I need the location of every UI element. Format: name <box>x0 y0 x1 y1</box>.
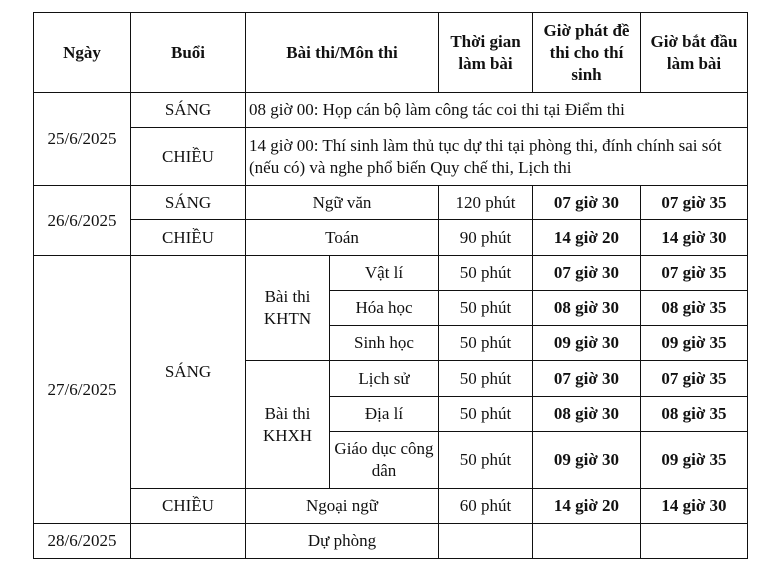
note-cell: 14 giờ 00: Thí sinh làm thủ tục dự thi tại phòng thi, đính chính sai sót (nếu có) và nghe phổ biến Quy chế thi, Lịch thi <box>246 128 748 186</box>
table-row <box>34 220 748 256</box>
table-row <box>34 489 748 524</box>
start-time-cell: 14 giờ 30 <box>641 220 748 256</box>
distribute-time-cell: 09 giờ 30 <box>533 432 641 489</box>
session-cell: SÁNG <box>131 256 246 489</box>
header-bai-thi: Bài thi/Môn thi <box>246 13 439 93</box>
duration-cell: 50 phút <box>439 397 533 432</box>
subject-cell: Ngoại ngữ <box>246 489 439 524</box>
distribute-time-cell: 14 giờ 20 <box>533 489 641 524</box>
start-time-cell: 08 giờ 35 <box>641 291 748 326</box>
subject-cell: Toán <box>246 220 439 256</box>
start-time-cell <box>641 524 748 559</box>
header-gio-bat-dau: Giờ bắt đầu làm bài <box>641 13 748 93</box>
session-cell <box>131 524 246 559</box>
duration-cell: 50 phút <box>439 361 533 397</box>
date-cell: 26/6/2025 <box>34 186 131 256</box>
session-cell: SÁNG <box>131 93 246 128</box>
date-cell: 27/6/2025 <box>34 256 131 524</box>
duration-cell: 120 phút <box>439 186 533 220</box>
header-buoi: Buổi <box>131 13 246 93</box>
table-row <box>34 524 748 559</box>
duration-cell: 60 phút <box>439 489 533 524</box>
subject-cell: Vật lí <box>330 256 439 291</box>
table-row <box>34 128 748 186</box>
note-cell: 08 giờ 00: Họp cán bộ làm công tác coi thi tại Điểm thi <box>246 93 748 128</box>
start-time-cell: 09 giờ 35 <box>641 432 748 489</box>
duration-cell <box>439 524 533 559</box>
distribute-time-cell: 14 giờ 20 <box>533 220 641 256</box>
distribute-time-cell: 08 giờ 30 <box>533 291 641 326</box>
date-cell: 25/6/2025 <box>34 93 131 186</box>
subject-cell: Lịch sử <box>330 361 439 397</box>
session-cell: SÁNG <box>131 186 246 220</box>
distribute-time-cell: 07 giờ 30 <box>533 186 641 220</box>
duration-cell: 50 phút <box>439 326 533 361</box>
duration-cell: 90 phút <box>439 220 533 256</box>
subject-cell: Giáo dục công dân <box>330 432 439 489</box>
header-row <box>34 13 748 93</box>
start-time-cell: 09 giờ 35 <box>641 326 748 361</box>
exam-schedule-table <box>33 12 748 559</box>
subject-cell: Sinh học <box>330 326 439 361</box>
date-cell: 28/6/2025 <box>34 524 131 559</box>
table-row <box>34 93 748 128</box>
subject-cell: Dự phòng <box>246 524 439 559</box>
duration-cell: 50 phút <box>439 256 533 291</box>
distribute-time-cell: 07 giờ 30 <box>533 361 641 397</box>
subject-cell: Địa lí <box>330 397 439 432</box>
session-cell: CHIỀU <box>131 128 246 186</box>
distribute-time-cell: 08 giờ 30 <box>533 397 641 432</box>
distribute-time-cell <box>533 524 641 559</box>
distribute-time-cell: 07 giờ 30 <box>533 256 641 291</box>
duration-cell: 50 phút <box>439 291 533 326</box>
start-time-cell: 08 giờ 35 <box>641 397 748 432</box>
table-row <box>34 186 748 220</box>
header-thoi-gian: Thời gian làm bài <box>439 13 533 93</box>
session-cell: CHIỀU <box>131 489 246 524</box>
table-row <box>34 256 748 291</box>
duration-cell: 50 phút <box>439 432 533 489</box>
start-time-cell: 07 giờ 35 <box>641 256 748 291</box>
session-cell: CHIỀU <box>131 220 246 256</box>
distribute-time-cell: 09 giờ 30 <box>533 326 641 361</box>
header-gio-phat-de: Giờ phát đề thi cho thí sinh <box>533 13 641 93</box>
header-ngay: Ngày <box>34 13 131 93</box>
subject-cell: Hóa học <box>330 291 439 326</box>
start-time-cell: 14 giờ 30 <box>641 489 748 524</box>
subject-cell: Ngữ văn <box>246 186 439 220</box>
start-time-cell: 07 giờ 35 <box>641 361 748 397</box>
group-khtn-cell: Bài thi KHTN <box>246 256 330 361</box>
start-time-cell: 07 giờ 35 <box>641 186 748 220</box>
group-khxh-cell: Bài thi KHXH <box>246 361 330 489</box>
